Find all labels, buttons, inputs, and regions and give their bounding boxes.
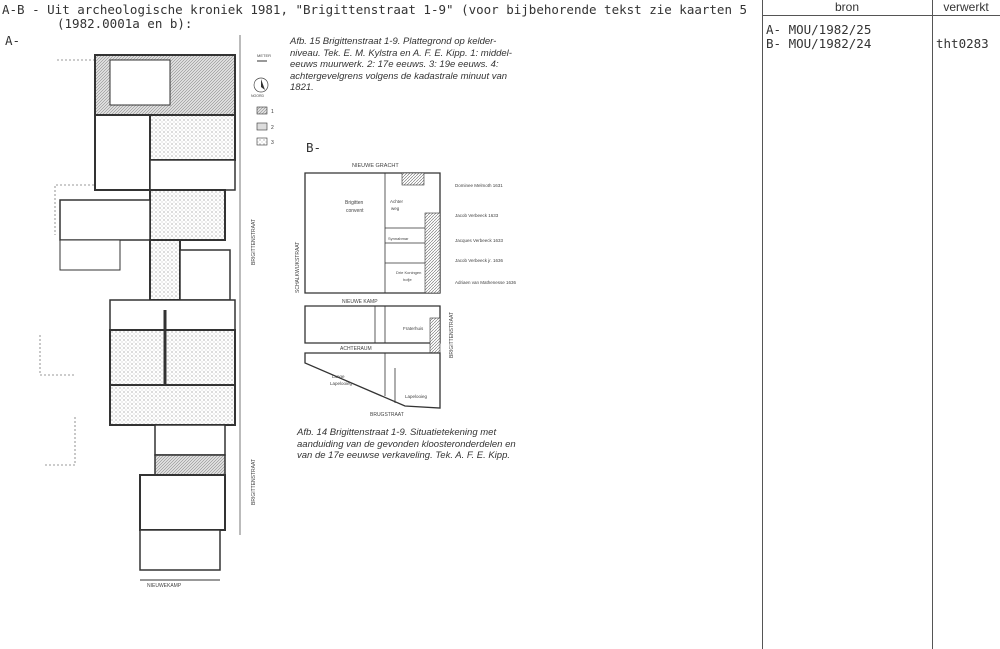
col-head-bron: bron (834, 0, 860, 14)
block-label-8: Lange (332, 374, 345, 379)
legend-label-2: 2 (271, 125, 274, 131)
owner-3: Jacob Verbeeck jr. 1636 (455, 258, 504, 263)
street-label-bottom: BRIGITTENSTRAAT (251, 458, 257, 505)
lane-bottom: BRUGSTRAAT (370, 412, 404, 418)
owner-1: Jacob Verbeeck 1633 (455, 213, 499, 218)
scale-label: METER (257, 53, 271, 58)
block-label-3: weg (391, 206, 400, 211)
lane-mid: NIEUWE KAMP (342, 299, 378, 305)
bron-row-b: B- MOU/1982/24 (766, 36, 872, 51)
col-head-verwerkt: verwerkt (943, 0, 989, 14)
verwerkt-value: tht0283 (936, 36, 989, 51)
block-label-4: Synnabmar (388, 236, 409, 241)
floor-plan-a (35, 35, 274, 595)
block-label-2: Achter (390, 199, 404, 204)
table-divider-left (762, 0, 763, 649)
owner-2: Jacques Verbeeck 1633 (455, 238, 504, 243)
header-line-2: (1982.0001a en b): (57, 16, 193, 31)
legend-swatch-3 (257, 138, 267, 145)
street-label-south: NIEUWEKAMP (147, 583, 182, 589)
block-label-6: hofje (403, 277, 412, 282)
block-label-1: convent (346, 208, 364, 214)
label-a: A- (5, 33, 21, 48)
block-label-10: Lapelooieg (405, 394, 428, 399)
table-divider-right (932, 0, 933, 649)
block-label-7: Fraterhuis (403, 326, 424, 331)
lane-low: ACHTERAUM (340, 346, 372, 352)
legend-label-1: 1 (271, 109, 274, 115)
street-north: NIEUWE GRACHT (352, 163, 399, 169)
table-header-rule (762, 15, 1000, 16)
owner-0: Dominee Melmoth 1631 (455, 183, 503, 188)
legend-label-3: 3 (271, 140, 274, 146)
caption-afb-15: Afb. 15 Brigittenstraat 1-9. Plattegrond op kelder-niveau. Tek. E. M. Kylstra en A. F. E. Kipp. 1: middel-eeuws muurwerk. 2: 17e eeuws. 3: 19e eeuws. 4: achtergevelgrens volgens de kadastrale minuut van 1821. (290, 36, 512, 93)
label-b: B- (306, 140, 322, 155)
block-label-0: Brigitten (345, 200, 364, 206)
block-label-9: Lapelooieg (330, 381, 353, 386)
site-plan-b (290, 158, 530, 418)
header-line-1: A-B - Uit archeologische kroniek 1981, "Brigittenstraat 1-9" (voor bijbehorende tekst zie kaarten 5 (2, 2, 748, 17)
street-label-top: BRIGITTENSTRAAT (251, 218, 257, 265)
street-east: BRIGITTENSTRAAT (449, 311, 455, 358)
bron-row-a: A- MOU/1982/25 (766, 22, 872, 37)
legend-swatch-1 (257, 107, 267, 114)
north-label: NOORD (251, 94, 265, 98)
caption-afb-14: Afb. 14 Brigittenstraat 1-9. Situatietekening met aanduiding van de gevonden kloosteronderdelen en van de 17e eeuwse verkaveling. Tek. A. F. E. Kipp. (297, 427, 516, 461)
legend-swatch-2 (257, 123, 267, 130)
block-label-5: Drie Koningen (396, 270, 422, 275)
street-west: SCHALKWIJKSTRAAT (295, 241, 301, 293)
owner-4: Adriaen van Mathenesse 1636 (455, 280, 517, 285)
